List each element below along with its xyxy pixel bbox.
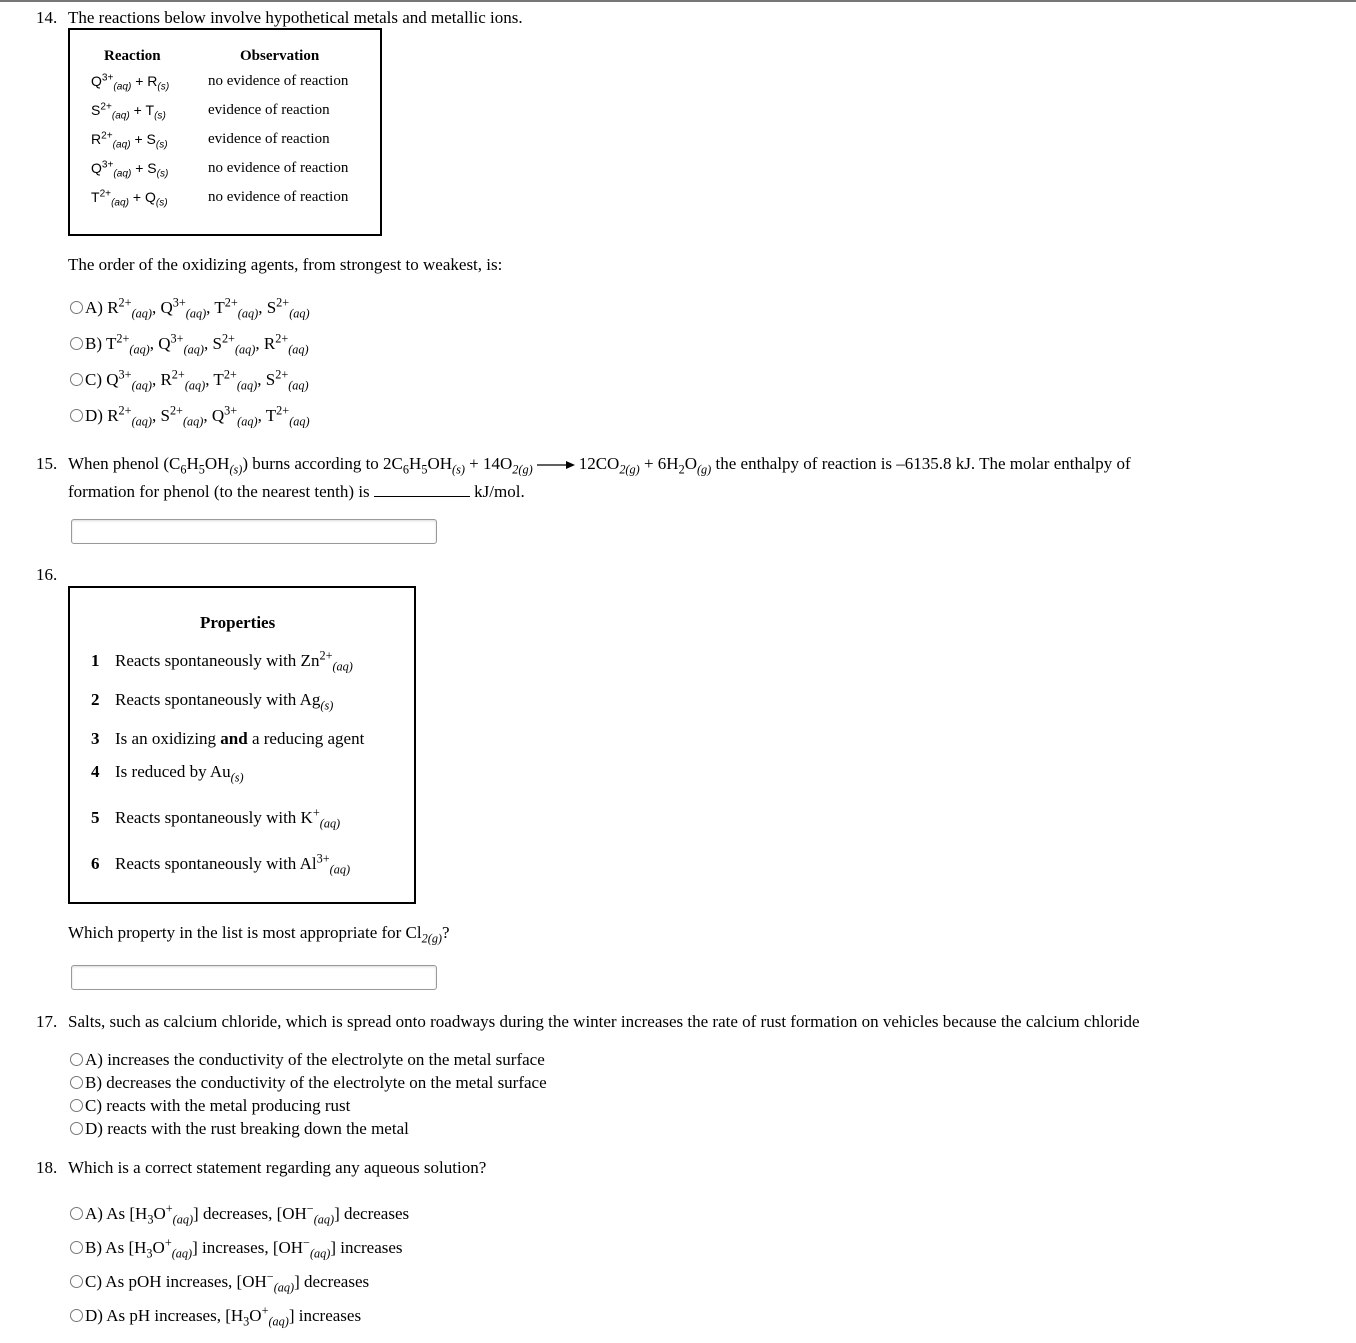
- q14-option-a[interactable]: A) $R^{2+}_{(aq)}$, $Q^{3+}_{(aq)}$, $T^{2+}_{(aq)}$, $S^{2+}_{(aq)}$: [70, 299, 310, 316]
- radio-button[interactable]: [70, 373, 83, 386]
- radio-button[interactable]: [70, 1309, 83, 1322]
- q18-option-b[interactable]: B) As $[H_3O^+_{(aq)}]$ increases, $[OH^-_{(aq)}]$ increases: [70, 1239, 403, 1256]
- q14-option-b[interactable]: B) $T^{2+}_{(aq)}$, $Q^{3+}_{(aq)}$, $S^{2+}_{(aq)}$, $R^{2+}_{(aq)}$: [70, 335, 309, 352]
- q14-option-c[interactable]: C) $Q^{3+}_{(aq)}$, $R^{2+}_{(aq)}$, $T^{2+}_{(aq)}$, $S^{2+}_{(aq)}$: [70, 371, 309, 388]
- q14-stem: The reactions below involve hypothetical metals and metallic ions.: [68, 8, 523, 27]
- observation-cell: evidence of reaction: [208, 102, 330, 118]
- q15-number: 15.: [36, 454, 58, 473]
- q14-prompt: The order of the oxidizing agents, from strongest to weakest, is:: [68, 255, 503, 274]
- q18-option-a[interactable]: A) As $[H_3O^+_{(aq)}]$ decreases, $[OH^-_{(aq)}]$ decreases: [70, 1205, 409, 1222]
- radio-button[interactable]: [70, 1275, 83, 1288]
- radio-button[interactable]: [70, 1076, 83, 1089]
- q17-option-d[interactable]: D) reacts with the rust breaking down the metal: [70, 1120, 409, 1137]
- answer-blank: [374, 482, 470, 497]
- header-observation: Observation: [240, 48, 320, 64]
- radio-button[interactable]: [70, 1122, 83, 1135]
- properties-title: Properties: [200, 613, 276, 632]
- q17-option-b[interactable]: B) decreases the conductivity of the electrolyte on the metal surface: [70, 1074, 547, 1091]
- q18-stem: Which is a correct statement regarding any aqueous solution?: [68, 1158, 487, 1177]
- radio-button[interactable]: [70, 301, 83, 314]
- observation-cell: no evidence of reaction: [208, 189, 349, 205]
- reaction-arrow-icon: [537, 460, 575, 470]
- property-item-6: 6 Reacts spontaneously with $Al^{3+}_{(aq)}$: [91, 851, 351, 877]
- reaction-cell: $R^{2+}_{(aq)} + S_{(s)}$: [91, 130, 168, 151]
- q18-option-c[interactable]: C) As pOH increases, $[OH^-_{(aq)}]$ decreases: [70, 1273, 369, 1290]
- property-item-2: 2 Reacts spontaneously with $Ag_{(s)}$: [91, 690, 334, 713]
- q16-question: Which property in the list is most appropriate for $Cl_{2(g)}$?: [68, 923, 450, 946]
- q15-stem: When phenol $(C_6H_5OH_{(s)})$ burns according to $2C_6H_5OH_{(s)} + 14O_{2(g)}$ $12CO_{2(g)} + 6H_2O_{(g)}$ the enthalpy of reaction is –6135.8 kJ. The molar enthalpy of: [68, 454, 1131, 477]
- top-border: [0, 0, 1356, 2]
- property-item-1: 1 Reacts spontaneously with $Zn^{2+}_{(aq)}$: [91, 648, 353, 674]
- q17-option-a[interactable]: A) increases the conductivity of the electrolyte on the metal surface: [70, 1051, 545, 1068]
- q17-stem: Salts, such as calcium chloride, which is spread onto roadways during the winter increases the rate of rust formation on vehicles because the calcium chloride: [68, 1012, 1140, 1031]
- observation-cell: no evidence of reaction: [208, 160, 349, 176]
- q15-answer-input[interactable]: [71, 519, 437, 544]
- radio-button[interactable]: [70, 1099, 83, 1112]
- observation-cell: evidence of reaction: [208, 131, 330, 147]
- q16-number: 16.: [36, 565, 58, 584]
- reaction-cell: $Q^{3+}_{(aq)} + R_{(s)}$: [91, 72, 170, 93]
- radio-button[interactable]: [70, 409, 83, 422]
- property-item-4: 4 Is reduced by $Au_{(s)}$: [91, 762, 244, 785]
- q17-option-c[interactable]: C) reacts with the metal producing rust: [70, 1097, 350, 1114]
- properties-box: [68, 586, 416, 904]
- radio-button[interactable]: [70, 1207, 83, 1220]
- q17-number: 17.: [36, 1012, 58, 1031]
- q18-option-d[interactable]: D) As pH increases, $[H_3O^+_{(aq)}]$ increases: [70, 1307, 361, 1324]
- reaction-table: [68, 28, 382, 236]
- q15-line2: formation for phenol (to the nearest tenth) is kJ/mol.: [68, 482, 525, 501]
- reaction-cell: $Q^{3+}_{(aq)} + S_{(s)}$: [91, 159, 169, 180]
- q14-option-d[interactable]: D) $R^{2+}_{(aq)}$, $S^{2+}_{(aq)}$, $Q^{3+}_{(aq)}$, $T^{2+}_{(aq)}$: [70, 407, 310, 424]
- radio-button[interactable]: [70, 337, 83, 350]
- property-item-5: 5 Reacts spontaneously with $K^+_{(aq)}$: [91, 805, 341, 831]
- reaction-cell: $T^{2+}_{(aq)} + Q_{(s)}$: [91, 188, 168, 209]
- header-reaction: Reaction: [104, 48, 161, 64]
- reaction-cell: $S^{2+}_{(aq)} + T_{(s)}$: [91, 101, 166, 122]
- q16-answer-input[interactable]: [71, 965, 437, 990]
- property-item-3: 3 Is an oxidizing and a reducing agent: [91, 729, 365, 748]
- radio-button[interactable]: [70, 1241, 83, 1254]
- q14-number: 14.: [36, 8, 58, 27]
- observation-cell: no evidence of reaction: [208, 73, 349, 89]
- q18-number: 18.: [36, 1158, 58, 1177]
- radio-button[interactable]: [70, 1053, 83, 1066]
